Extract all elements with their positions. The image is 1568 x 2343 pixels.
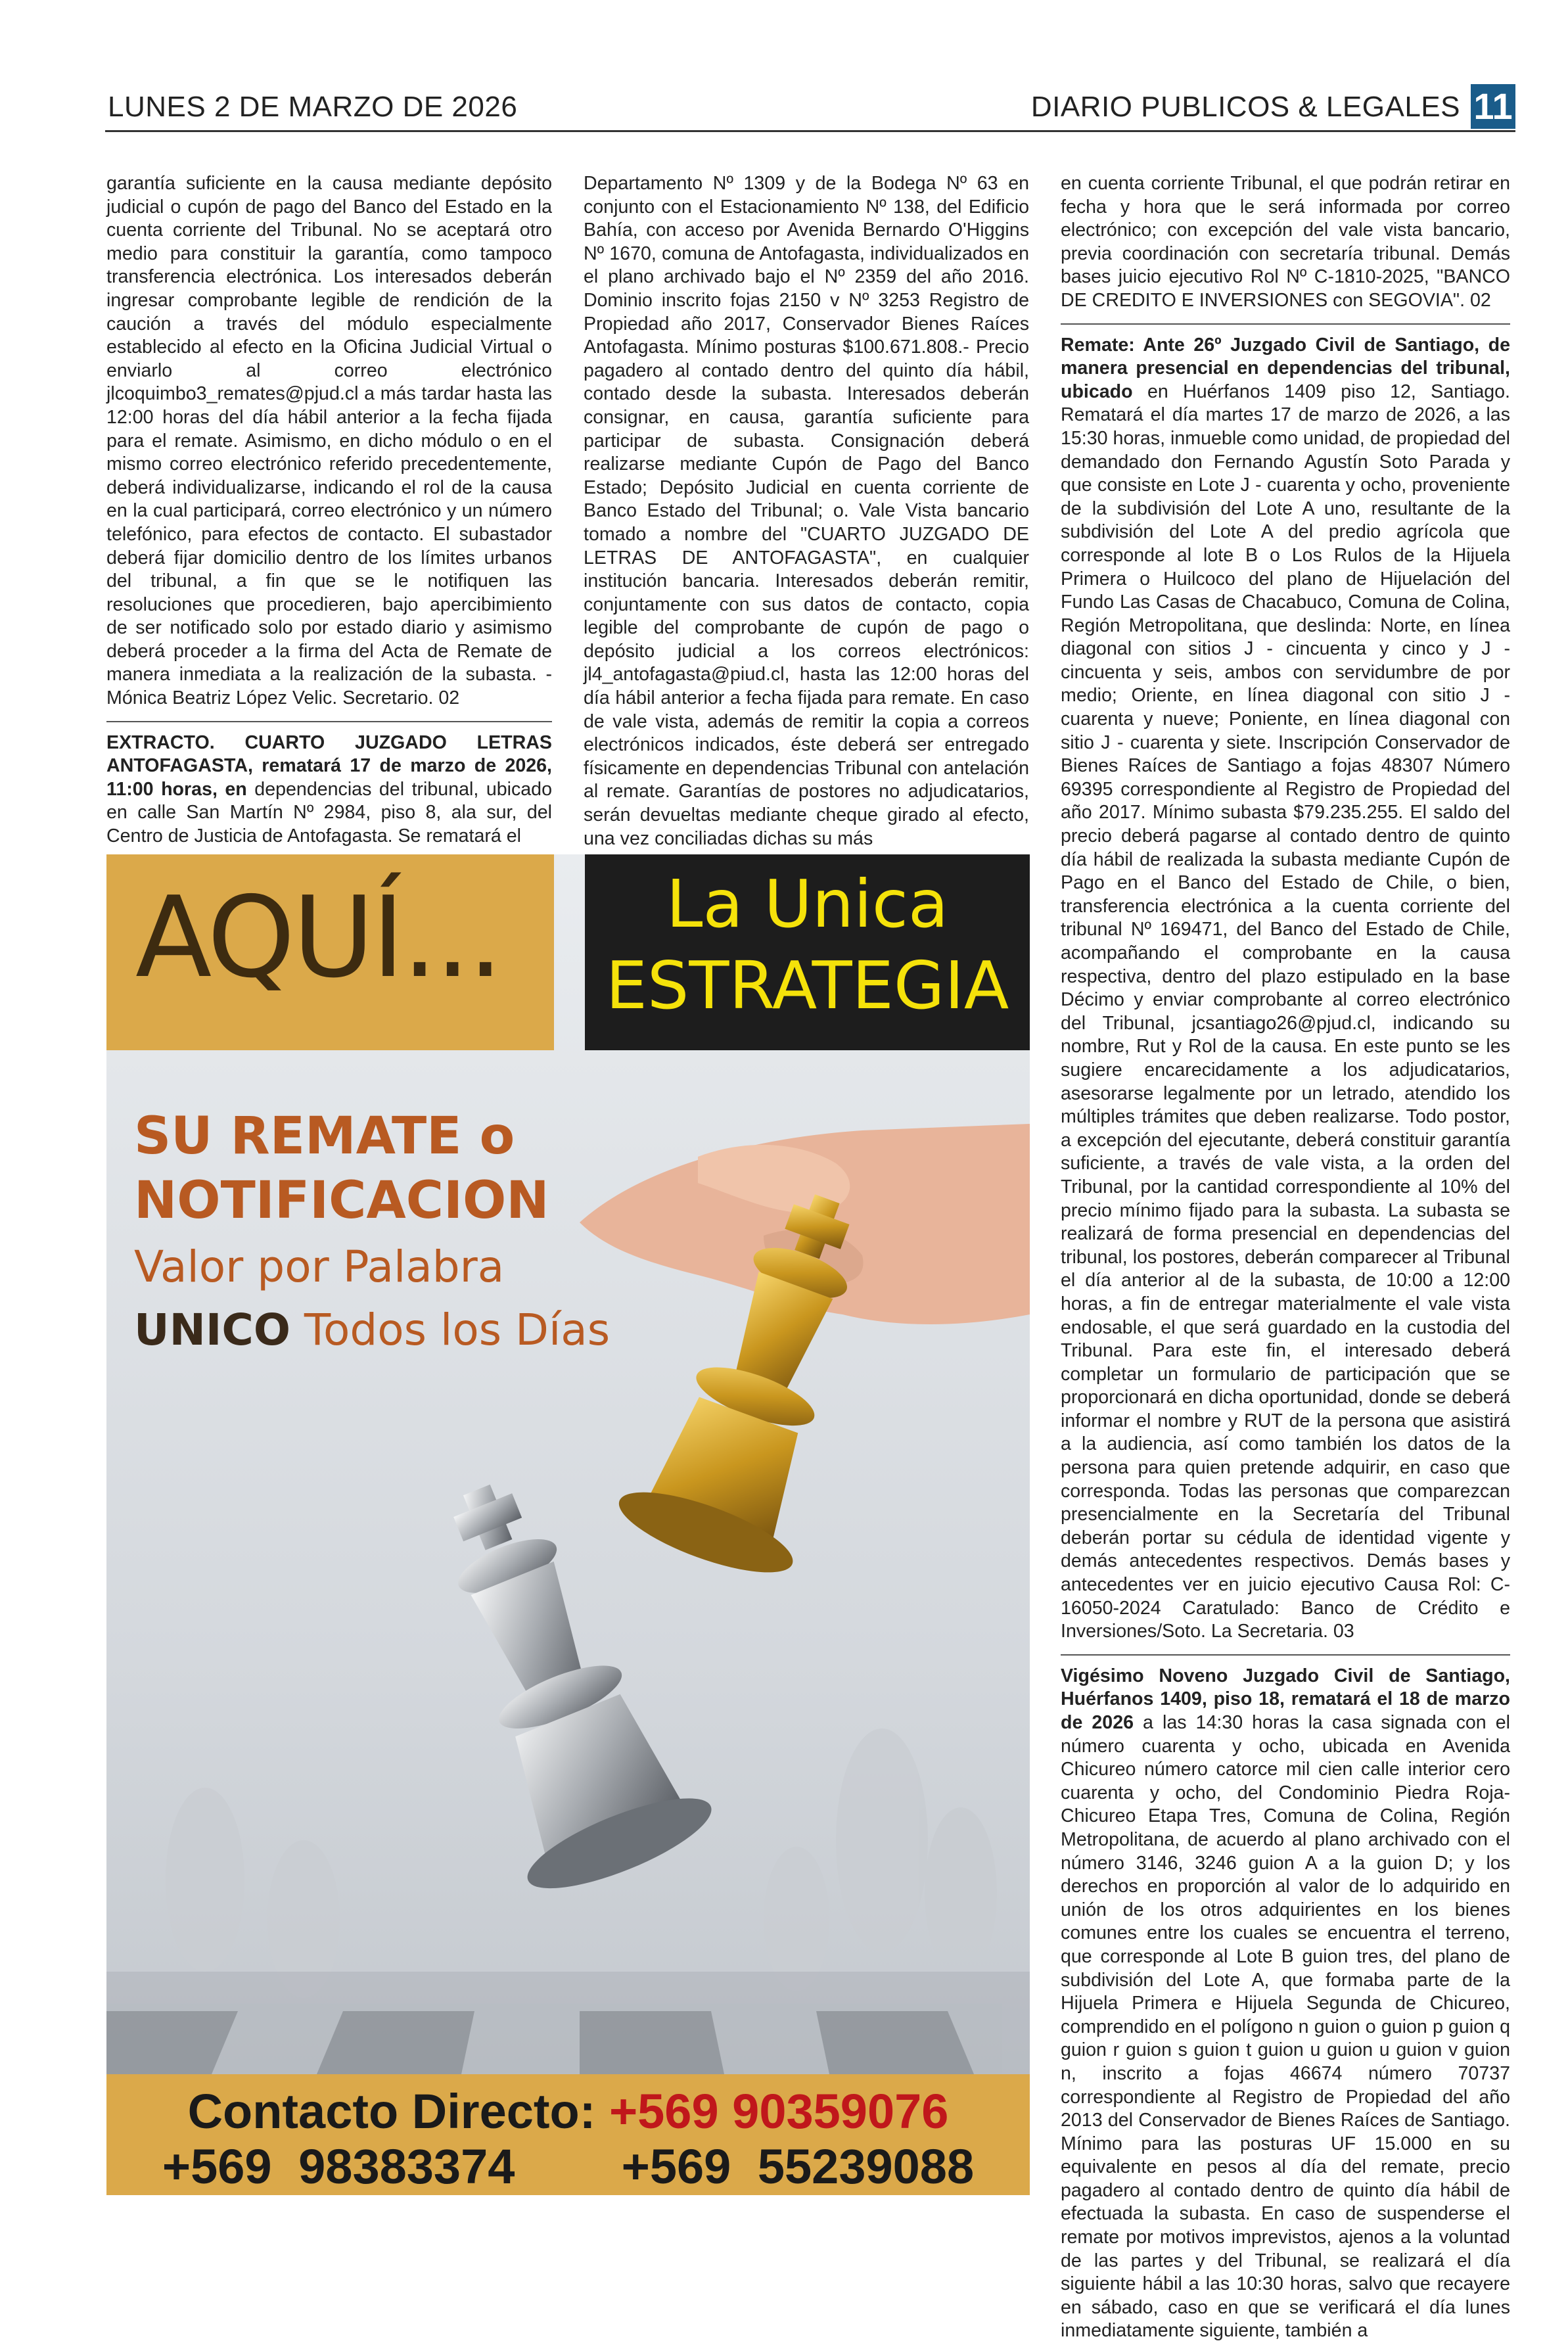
advertisement — [106, 854, 1030, 2195]
header-rule — [105, 130, 1515, 132]
valor-line: Valor por Palabra — [134, 1241, 505, 1292]
unico-bold: UNICO — [134, 1305, 290, 1355]
notice-separator — [1061, 1654, 1510, 1656]
notice-antofagasta — [106, 731, 552, 848]
su-remate-line: SU REMATE o — [134, 1107, 515, 1166]
notice-continuation: garantía suficiente en la causa mediante depósito judicial o cupón de pago del Banco del Estado en la cuenta corriente del Tribunal. No se aceptará otro medio para constituir la garantía, como tampoco transferencia electrónica. Los interesados deberán ingresar comprobante legible de rendición de la caución a través del módulo especialmente establecido al efecto en la Oficina Judicial Virtual o enviarlo al correo electrónico jlcoquimbo3_remates@pjud.cl a más tardar hasta las 12:00 horas del día hábil anterior a la fecha fijada para el remate. Asimismo, en dicho módulo o en el mismo correo electrónico referido precedentemente, deberá individualizarse, indicando el rol de la causa en la cual participará, correo electrónico y un número telefónico, para efectos de contacto. El subastador deberá fijar domicilio dentro de los límites urbanos del tribunal, a fin que se le notifiquen las resoluciones que procedieren, bajo apercibimiento de ser notificado solo por estado diario y asimismo deberá proceder a la firma del Acta de Remate de manera inmediata a la realización de la subasta. - Mónica Beatriz López Velic. Secretario. 02 — [106, 173, 552, 709]
remate-headline — [134, 1104, 549, 1233]
contact-bar — [106, 2074, 1030, 2195]
notice-26-juzgado — [1061, 334, 1510, 1644]
notice-antofagasta-cont: Departamento Nº 1309 y de la Bodega Nº 63 en conjunto con el Estacionamiento Nº 138, del Edificio Bahía, con acceso por Avenida Bernardo O'Higgins Nº 1670, comuna de Antofagasta, individualizados en el plano archivado bajo el Nº 2359 del año 2016. Dominio inscrito fojas 2150 v Nº 3253 Registro de Propiedad año 2017, Conservador Bienes Raíces Antofagasta. Mínimo posturas $100.671.808.- Precio pagadero al contado dentro del quinto día hábil, contado desde la subasta. Interesados deberán consignar, en causa, garantía suficiente para participar de subasta. Consignación deberá realizarse mediante Cupón de Pago del Banco Estado; Depósito Judicial en cuenta corriente de Banco Estado del Tribunal; o. Vale Vista bancario tomado a nombre del "CUARTO JUZGADO DE LETRAS DE ANTOFAGASTA", en cualquier institución bancaria. Interesados deberán remitir, conjuntamente con sus datos de contacto, copia legible del comprobante de cupón de pago o depósito judicial a los correos electrónicos: jl4_antofagasta@piud.cl, hasta las 12:00 horas del día hábil anterior a fecha fijada para remate. En caso de vale vista, además de remitir la copia a correos electrónicos indicados, éste deberá ser entregado físicamente en dependencias Tribunal con antelación al remate. Garantías de postores no adjudicatarios, serán devueltas mediante cheque girado al efecto, una vez conciliadas dichas su más — [584, 173, 1029, 849]
notice-segovia-cont: en cuenta corriente Tribunal, el que podrán retirar en fecha y hora que le será informada por correo electrónico; con excepción del vale vista bancario, previa coordinación con secretaría tribunal. Demás bases juicio ejecutivo Rol Nº C-1810-2025, "BANCO DE CREDITO E INVERSIONES con SEGOVIA". 02 — [1061, 173, 1510, 311]
phone-primary[interactable]: +569 90359076 — [609, 2084, 949, 2139]
page-number: 11 — [1471, 84, 1515, 129]
estrategia-panel — [585, 854, 1030, 1050]
estrategia-line: ESTRATEGIA — [605, 947, 1009, 1024]
issue-date: LUNES 2 DE MARZO DE 2026 — [108, 91, 518, 123]
notice-heading: EXTRACTO. CUARTO JUZGADO LETRAS ANTOFAGASTA, rematará 17 de marzo de 2026, 11:00 horas, en — [106, 731, 552, 800]
notice-separator — [1061, 323, 1510, 325]
unico-rest: Todos los Días — [290, 1305, 611, 1355]
column-2 — [584, 172, 1029, 850]
notice-heading: Vigésimo Noveno Juzgado Civil de Santiago, Huérfanos 1409, piso 18, rematará el 18 de marzo de 2026 — [1061, 1665, 1510, 1733]
publication-name: DIARIO PUBLICOS & LEGALES — [1030, 91, 1460, 123]
chess-illustration — [106, 854, 1030, 2195]
notice-29-juzgado — [1061, 1665, 1510, 2343]
contact-label: Contacto Directo: — [187, 2084, 596, 2139]
contact-line-1 — [106, 2083, 1030, 2139]
notice-body: en Huérfanos 1409 piso 12, Santiago. Rematará el día martes 17 de marzo de 2026, a las 15:30 horas, inmueble como unidad, de propiedad del demandado don Fernando Agustín Soto Parada y que consiste en Lote J - cuarenta y ocho, proveniente de la subdivisión del Lote A uno, resultante de la subdivisión del Lote A del predio agrícola que corresponde al lote B o Los Rulos de la Hijuela Primera o Huilcoco del plano de Hijuelación del Fundo Las Casas de Chacabuco, Comuna de Colina, Región Metropolitana, que deslinda: Norte, en línea diagonal con sitios J - cincuenta y cinco y J - cincuenta y seis, ambos con servidumbre de por medio; Oriente, en línea diagonal con sitio J - cuarenta y nueve; Poniente, en línea diagonal con sitio J - cuarenta y siete. Inscripción Conservador de Bienes Raíces de Santiago a fojas 48307 Número 69395 correspondiente al Registro de Propiedad del año 2017. Mínimo subasta $79.235.255. El saldo del precio deberá pagarse al contado dentro de quinto día hábil de realizada la subasta mediante Cupón de Pago en el Banco del Estado de Chile, o bien, transferencia electrónica a la cuenta corriente del tribunal Nº 169471, del Banco del Estado de Chile, acompañando el comprobante en la causa respectiva, dentro del plazo estipulado en la base Décimo y enviar comprobante al correo electrónico del Tribunal, jcsantiago26@pjud.cl, indicando su nombre, Rut y Rol de la causa. En este punto se les sugiere encarecidamente a los adjudicatarios, asesorarse legalmente por un letrado, atendido los múltiples trámites que deben realizarse. Todo postor, a excepción del ejecutante, deberá constituir garantía suficiente, a través de vale vista, a la orden del Tribunal, por la cantidad correspondiente al 10% del precio mínimo fijado para la subasta. La subasta se realizará de forma presencial en dependencias del tribunal, los postores, deberán comparecer al Tribunal el día anterior al de la subasta, de 10:00 a 12:00 horas, a fin de entregar materialmente el vale vista endosable, el que será guardado en la custodia del Tribunal. Para este fin, el interesado deberá completar un formulario de participación que se proporcionará en dicha oportunidad, donde se deberá informar el nombre y RUT de la persona que asistirá a la audiencia, así como también los datos de la persona para quien pretende adquirir, en caso que corresponda. Todas las personas que comparezcan presencialmente en la Secretaría del Tribunal deberán portar su cédula de identidad vigente y demás antecedentes respectivos. Demás bases y antecedentes ver en juicio ejecutivo Causa Rol: C-16050-2024 Caratulado: Banco de Crédito e Inversiones/Soto. La Secretaria. 03 — [1061, 381, 1510, 1642]
unico-line — [134, 1299, 610, 1362]
pricing-text — [134, 1236, 610, 1362]
contact-line-2 — [106, 2139, 1030, 2194]
column-1 — [106, 172, 552, 848]
phone-secondary[interactable]: +569 98383374 — [162, 2139, 515, 2194]
notice-body: a las 14:30 horas la casa signada con el número cuarenta y ocho, ubicada en Avenida Chicureo número catorce mil cien calle interior cero cuarenta y ocho, del Condominio Piedra Roja-Chicureo Etapa Tres, Comuna de Colina, Región Metropolitana, de acuerdo al plano archivado con el número 3146, 3246 guion A a la guion D; y los derechos en proporción al valor de lo adquirido en unión de los otros adquirientes en los bienes comunes entre los cuales se encuentra el terreno, que corresponde al Lote B guion tres, del plano de subdivisión del Lote A, que formaba parte de la Hijuela Primera e Hijuela Segunda de Chicureo, comprendido en el polígono n guion o guion p guion q guion r guion s guion t guion u guion u guion v guion n, inscrito a fojas 46674 número 70737 correspondiente al Registro de Propiedad del año 2013 del Conservador de Bienes Raíces de Santiago. Mínimo para las posturas UF 15.000 en su equivalente en pesos al día del remate, precio pagadero al contado dentro de quinto día hábil de efectuada la subasta. En caso de suspenderse el remate por motivos imprevistos, ajenos a la voluntad de las partes y del Tribunal, se realizará el día siguiente hábil a las 10:30 horas, salvo que recayere en sábado, caso en que se verificará el día lunes inmediatamente siguiente, también a — [1061, 1712, 1510, 2342]
page-header — [105, 81, 1515, 131]
column-3 — [1061, 172, 1510, 2343]
notice-separator — [106, 721, 552, 722]
phone-tertiary[interactable]: +569 55239088 — [621, 2139, 975, 2194]
unica-line: La Unica — [666, 866, 949, 942]
notificacion-line: NOTIFICACION — [134, 1171, 549, 1230]
aqui-heading: AQUÍ... — [135, 873, 501, 1003]
aqui-panel — [106, 854, 554, 1050]
notice-body: dependencias del tribunal, ubicado en calle San Martín Nº 2984, piso 8, ala sur, del Centro de Justicia de Antofagasta. Se rematará el — [106, 778, 552, 847]
notice-heading: Remate: Ante 26º Juzgado Civil de Santiago, de manera presencial en dependencias del tribunal, ubicado — [1061, 334, 1510, 402]
